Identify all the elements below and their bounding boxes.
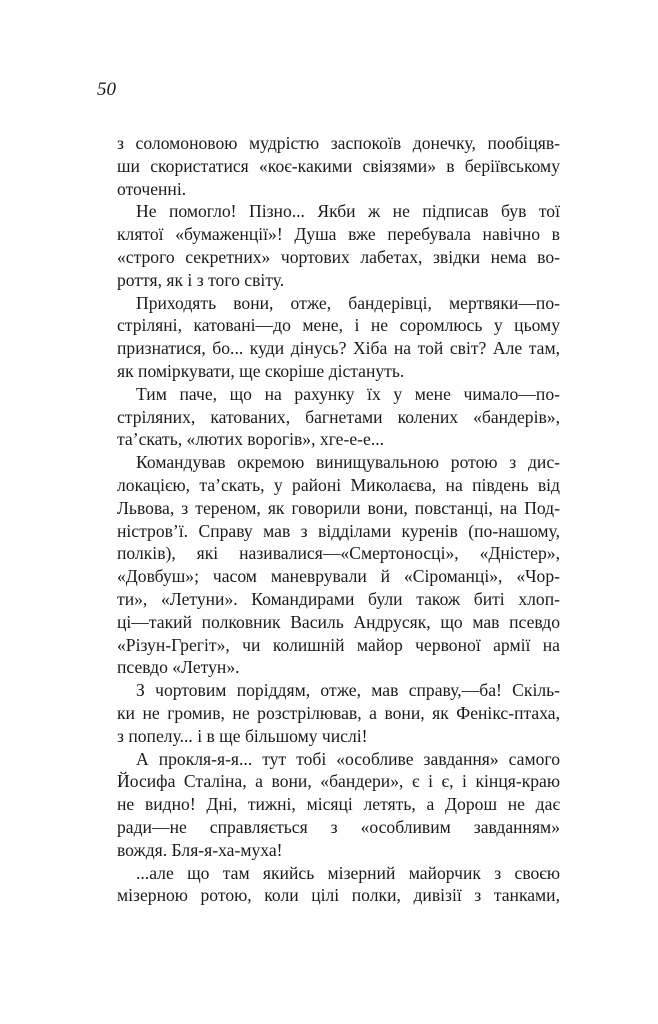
text-line: ністров’ї. Справу мав з відділами куренів (по-нашому, — [117, 520, 560, 541]
text-line: стріляних, катованих, багнетами колених «бандерів», — [117, 406, 560, 427]
text-line: «строго секретних» чортових лабетах, звідки нема во- — [117, 246, 560, 267]
text-line: полків), які називалися—«Смертоносці», «Дністер», — [117, 543, 560, 564]
text-line: вождя. Бля-я-ха-муха! — [117, 839, 283, 860]
text-line: Йосифа Сталіна, а вони, «бандери», є і є, і кінця-краю — [117, 771, 560, 792]
page-number: 50 — [97, 79, 116, 100]
text-line: Командував окремою винищувальною ротою з дис- — [136, 452, 560, 473]
text-line: з соломоновою мудрістю заспокоїв донечку, пообіцяв- — [117, 133, 560, 153]
text-line: локацією, та’скать, у районі Миколаєва, на південь від — [117, 474, 560, 495]
text-line: стріляні, катовані—до мене, і не соромлюсь у цьому — [117, 315, 560, 336]
text-line: не видно! Дні, тижні, місяці летять, а Дорош не дає — [117, 794, 560, 815]
text-line: Тим паче, що на рахунку їх у мене чимало—по- — [136, 383, 560, 404]
text-line: А прокля-я-я... тут тобі «особливе завдання» самого — [136, 748, 560, 769]
text-line: «Довбуш»; часом маневрували й «Сіроманці», «Чор- — [117, 566, 560, 587]
text-line: псевдо «Летун». — [117, 657, 240, 678]
text-line: признатися, бо... куди дінусь? Хіба на той світ? Але там, — [117, 338, 560, 359]
text-line: з попелу... і в ще більшому числі! — [117, 725, 368, 746]
text-line: як поміркувати, ще скоріше дістануть. — [117, 360, 405, 381]
text-line: Львова, з тереном, як говорили вони, повстанці, на Под- — [117, 497, 560, 518]
text-line: ки не громив, не розстрілював, а вони, як Фенікс-птаха, — [117, 702, 560, 723]
text-line: оточенні. — [117, 178, 187, 199]
body-text — [117, 132, 560, 907]
text-line: ради—не справляється з «особливим завданням» — [117, 816, 560, 837]
text-line: клятої «бумаженції»! Душа вже перебувала навічно в — [117, 224, 560, 245]
text-line: Не помогло! Пізно... Якби ж не підписав був тої — [136, 201, 560, 222]
text-line: та’скать, «лютих ворогів», хге-е-е... — [117, 429, 385, 450]
text-line: «Різун-Грегіт», чи колишній майор червоної армії на — [117, 634, 560, 655]
text-line: роття, як і з того світу. — [117, 269, 285, 290]
text-line: Приходять вони, отже, бандерівці, мертвяки—по- — [136, 292, 560, 313]
text-line: мізерною ротою, коли цілі полки, дивізії з танками, — [117, 885, 560, 906]
text-line: ці—такий полковник Василь Андрусяк, що мав псевдо — [117, 611, 560, 632]
text-line: ти», «Летуни». Командирами були також биті хлоп- — [117, 588, 560, 609]
text-line: ши скористатися «коє-какими свіязями» в берiївському — [117, 155, 560, 176]
text-line: З чортовим поріддям, отже, мав справу,—ба! Скіль- — [136, 680, 560, 701]
text-line: ...але що там якийсь мізерний майорчик з своєю — [136, 862, 560, 883]
